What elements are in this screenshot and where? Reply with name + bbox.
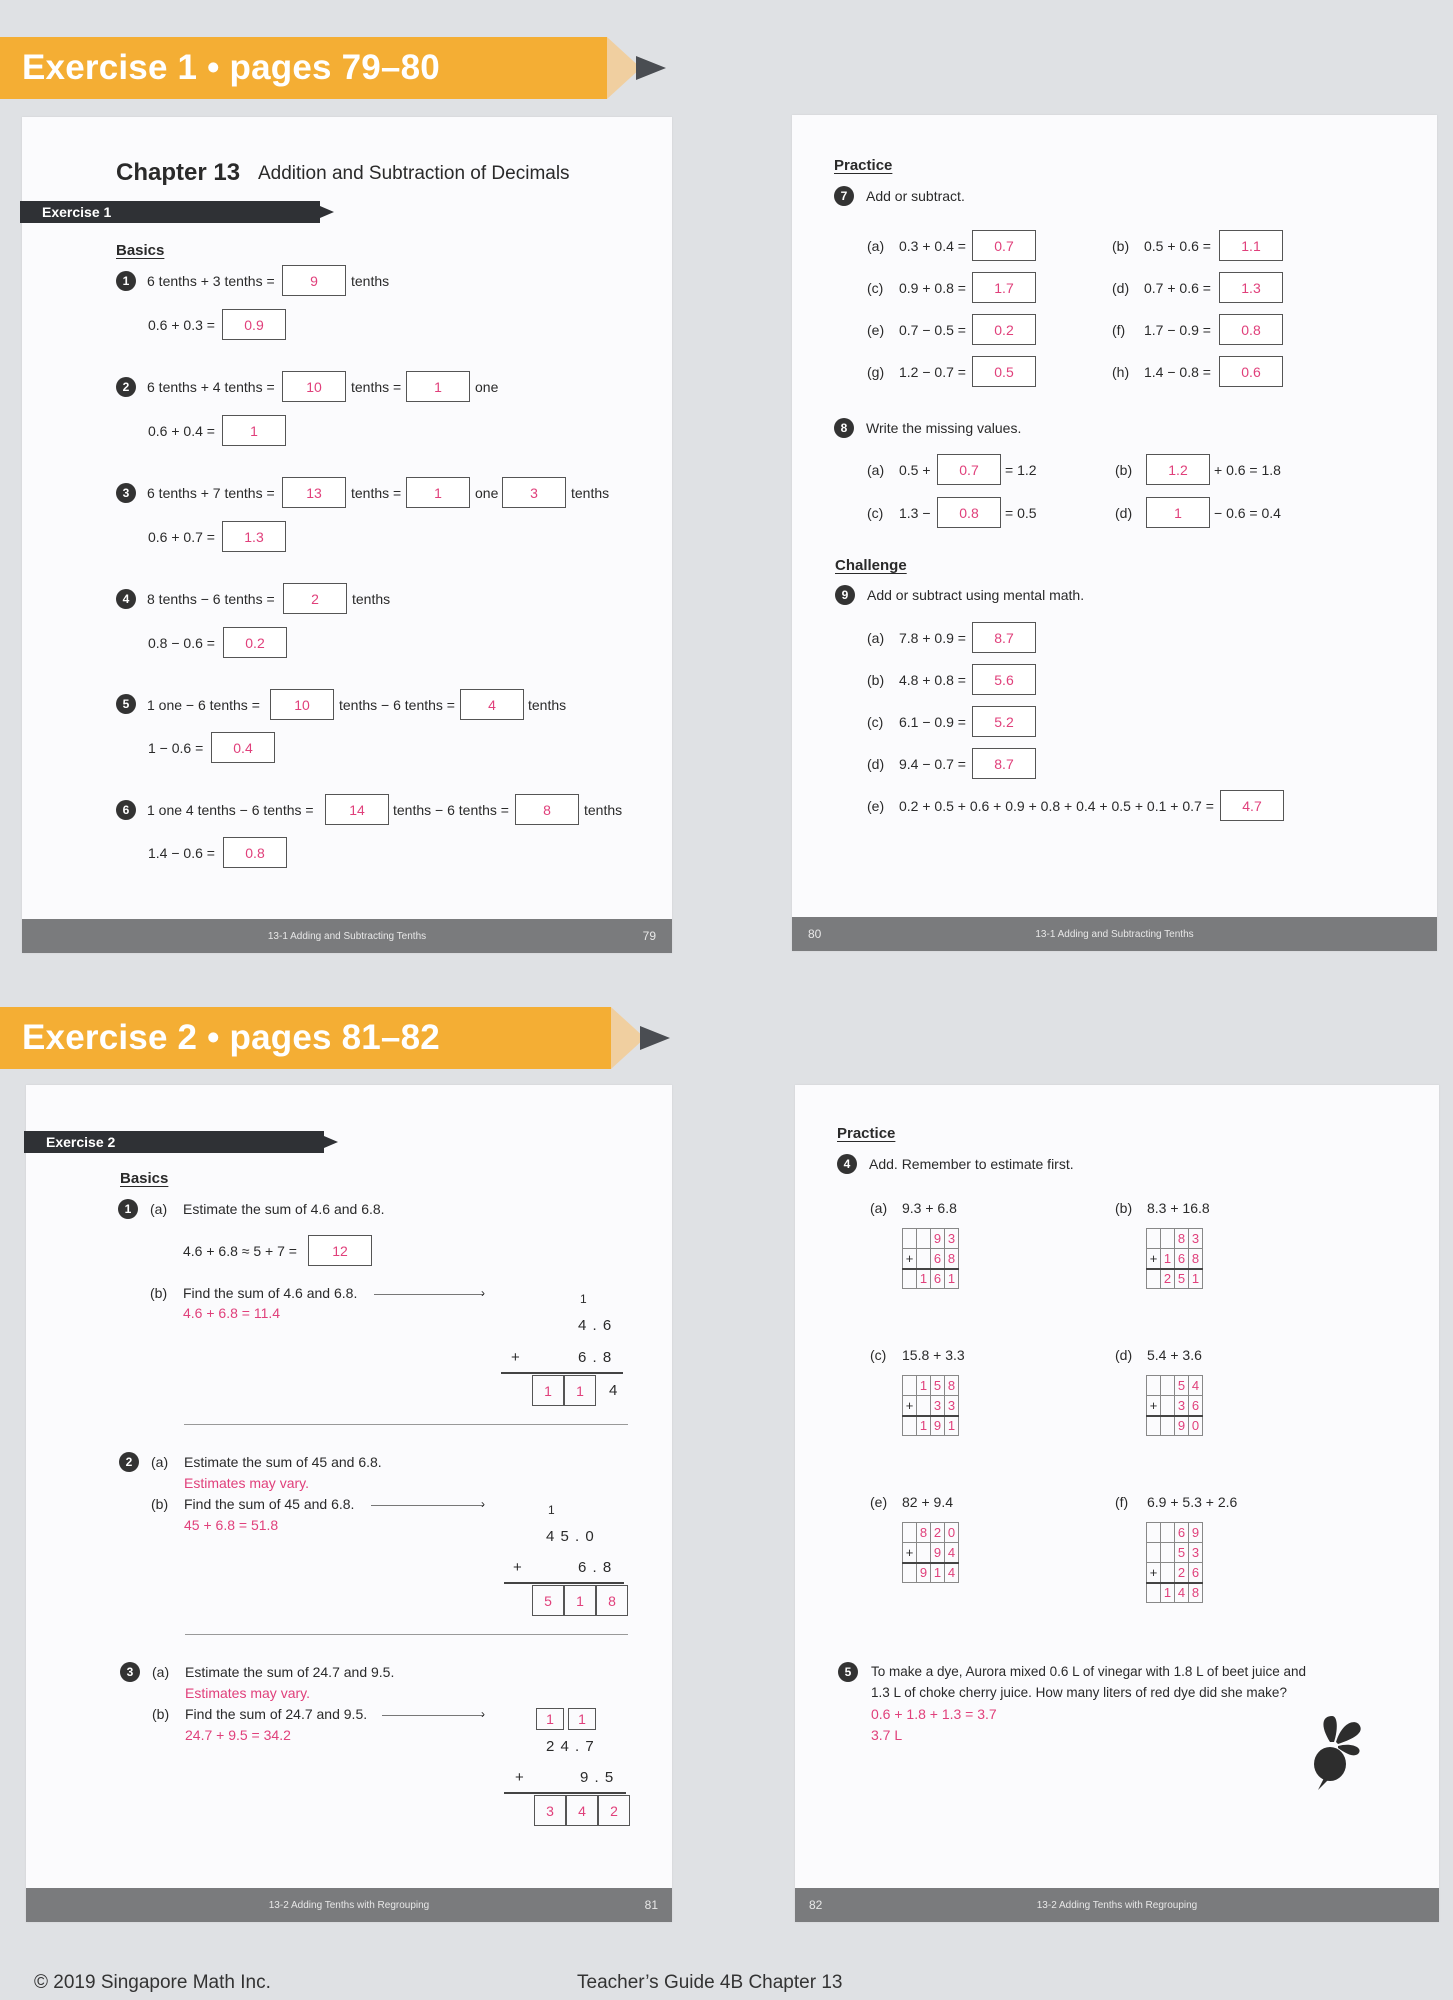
q2a-label: (a) [151,1454,169,1470]
q9-item-answer: 8.7 [972,748,1036,779]
grid-cell: 8 [1175,1229,1189,1249]
q1-decimal-answer: 0.9 [222,309,286,340]
q1b-text: Find the sum of 4.6 and 6.8. [183,1285,358,1301]
q7-item-answer: 0.5 [972,356,1036,387]
q1-top-number: 4 . 6 [578,1317,613,1334]
page-number: 79 [642,929,656,943]
grid-cell: 9 [931,1416,945,1436]
q2b-text: Find the sum of 45 and 6.8. [184,1496,355,1512]
q7-item-label: (d) [1112,280,1130,296]
question-number: 7 [834,186,854,206]
q7-item-answer: 1.7 [972,272,1036,303]
q8d-answer: 1 [1146,497,1210,528]
q7-item-expression: 1.4 − 0.8 = [1144,364,1211,380]
question-number: 2 [116,377,136,397]
q3-decimal-expression: 0.6 + 0.7 = [148,529,215,545]
q7-item-label: (e) [867,322,885,338]
q3-expression: 6 tenths + 7 tenths = [147,485,275,501]
q6-answer-result: 8 [515,794,579,825]
q9-item-expression: 4.8 + 0.8 = [899,672,966,688]
grid-cell: + [903,1249,917,1269]
grid-cell: 1 [945,1269,959,1289]
page-footer [795,1888,1439,1922]
grid-cell [1147,1583,1161,1603]
q3-carry: 1 [536,1708,564,1730]
q3-answer-one: 1 [406,477,470,508]
grid-cell [1147,1376,1161,1396]
grid-cell: 1 [917,1416,931,1436]
q8a-pre: 0.5 + [899,462,931,478]
grid-cell [903,1563,917,1583]
grid-cell: 0 [945,1523,959,1543]
grid-cell: 1 [1161,1583,1175,1603]
grid-cell: 6 [1189,1563,1203,1583]
column-addition-grid [1146,1228,1203,1289]
q1-carry: 1 [580,1292,587,1306]
q2-unit: one [475,379,499,395]
q1-result-digit: 1 [532,1375,564,1406]
grid-cell: + [903,1396,917,1416]
arrow-line [371,1505,484,1506]
page-79 [22,117,672,953]
q8b-post: + 0.6 = 1.8 [1214,462,1281,478]
q5-answer-final: 3.7 L [871,1727,903,1743]
question-number: 1 [116,271,136,291]
q3-answer-tenths-2: 3 [502,477,566,508]
footer-lesson: 13-1 Adding and Subtracting Tenths [267,930,427,942]
q6-expression: 1 one 4 tenths − 6 tenths = [147,802,314,818]
exercise-1-banner [0,37,641,99]
footer-lesson: 13-2 Adding Tenths with Regrouping [268,1899,430,1911]
q4-item-expression: 6.9 + 5.3 + 2.6 [1147,1494,1238,1510]
q3-carry: 1 [568,1708,596,1730]
question-number: 2 [119,1452,139,1472]
q1-sum-line [501,1372,623,1374]
q8d-label: (d) [1115,505,1133,521]
grid-cell: 9 [917,1563,931,1583]
q7-item-answer: 1.1 [1219,230,1283,261]
q3-answer-tenths: 13 [282,477,346,508]
grid-cell: 1 [1161,1249,1175,1269]
q7-item-expression: 0.9 + 0.8 = [899,280,966,296]
q7-item-label: (f) [1112,322,1126,338]
grid-cell [1147,1416,1161,1436]
q1-result-digit: 4 [609,1382,618,1399]
q2b-answer: 45 + 6.8 = 51.8 [184,1517,279,1533]
q5-text-line-2: 1.3 L of choke cherry juice. How many liters of red dye did she make? [871,1685,1287,1700]
q4-item-label: (a) [870,1200,888,1216]
chapter-number: Chapter 13 [116,159,241,186]
q4-item-expression: 8.3 + 16.8 [1147,1200,1210,1216]
q5-decimal-answer: 0.4 [211,732,275,763]
q4-decimal-expression: 0.8 − 0.6 = [148,635,215,651]
q1-result-digit: 1 [564,1375,596,1406]
grid-cell: 2 [1161,1269,1175,1289]
section-basics: Basics [116,242,165,259]
page-82 [795,1085,1439,1922]
q8a-label: (a) [867,462,885,478]
q1-answer: 9 [282,265,346,296]
q2-result-digit: 5 [532,1585,564,1616]
q3-top-number: 2 4 . 7 [546,1738,595,1755]
question-number: 5 [838,1662,858,1682]
grid-cell: 3 [1175,1396,1189,1416]
q3-decimal-answer: 1.3 [222,521,286,552]
grid-cell: 3 [931,1396,945,1416]
q4-item-label: (e) [870,1494,888,1510]
question-number: 8 [834,418,854,438]
q2-expression: 6 tenths + 4 tenths = [147,379,275,395]
q2b-label: (b) [151,1496,169,1512]
grid-cell: 9 [1175,1416,1189,1436]
q2-answer-tenths: 10 [282,371,346,402]
grid-cell [1161,1229,1175,1249]
section-practice: Practice [834,157,893,174]
question-number: 6 [116,800,136,820]
grid-cell [1147,1229,1161,1249]
q2-decimal-expression: 0.6 + 0.4 = [148,423,215,439]
grid-cell: 3 [1189,1229,1203,1249]
arrow-icon: › [481,1286,485,1300]
page-footer [22,919,672,953]
q4-answer: 2 [283,583,347,614]
q4-expression: 8 tenths − 6 tenths = [147,591,275,607]
q5-mid-text: tenths − 6 tenths = [339,697,455,713]
q5-expression: 1 one − 6 tenths = [147,697,260,713]
pencil-tip-icon [640,1026,670,1050]
footer-lesson: 13-2 Adding Tenths with Regrouping [1036,1899,1198,1911]
q5-unit: tenths [528,697,567,713]
q9-item-answer: 5.2 [972,706,1036,737]
q2-answer-one: 1 [406,371,470,402]
q4-decimal-answer: 0.2 [223,627,287,658]
q4-unit: tenths [352,591,391,607]
grid-cell [1161,1523,1175,1543]
grid-cell: 6 [1175,1523,1189,1543]
q2-plus: + [513,1559,522,1576]
grid-cell: 8 [945,1376,959,1396]
q2-mid-number: 6 . 8 [578,1559,613,1576]
q3b-label: (b) [152,1706,170,1722]
question-number: 4 [837,1154,857,1174]
grid-cell: 1 [917,1269,931,1289]
grid-cell: 4 [945,1543,959,1563]
q7-item-expression: 0.3 + 0.4 = [899,238,966,254]
q7-item-label: (a) [867,238,885,254]
exercise-tag: Exercise 2 [24,1131,324,1153]
q3-result-digit: 4 [566,1795,598,1826]
divider [185,1634,628,1635]
section-basics: Basics [120,1170,169,1187]
chapter-title: Addition and Subtraction of Decimals [258,163,570,184]
q1-decimal-expression: 0.6 + 0.3 = [148,317,215,333]
page-number: 81 [644,1898,658,1912]
q5-answer-result: 4 [460,689,524,720]
q7-item-expression: 1.2 − 0.7 = [899,364,966,380]
page-80 [792,115,1437,951]
grid-cell [903,1523,917,1543]
grid-cell: 4 [945,1563,959,1583]
grid-cell: 6 [1189,1396,1203,1416]
grid-cell: 5 [1175,1543,1189,1563]
grid-cell: 9 [931,1543,945,1563]
question-number: 4 [116,589,136,609]
grid-cell: 4 [1189,1376,1203,1396]
q7-item-answer: 0.7 [972,230,1036,261]
exercise-1-banner-title: Exercise 1 • pages 79–80 [0,37,607,99]
q7-item-label: (g) [867,364,885,380]
page-81 [26,1085,672,1922]
grid-cell [1161,1396,1175,1416]
q7-item-label: (h) [1112,364,1130,380]
grid-cell: 2 [931,1523,945,1543]
q9-item-expression: 7.8 + 0.9 = [899,630,966,646]
q8a-post: = 1.2 [1005,462,1037,478]
q1-mid-number: 6 . 8 [578,1349,613,1366]
question-number: 3 [120,1662,140,1682]
q8b-answer: 1.2 [1146,454,1210,485]
grid-cell: + [1147,1563,1161,1583]
grid-cell [1147,1269,1161,1289]
q4-item-expression: 82 + 9.4 [902,1494,953,1510]
grid-cell [917,1229,931,1249]
page-footer [792,917,1437,951]
q7-item-answer: 0.6 [1219,356,1283,387]
q3-mid-text: tenths = [351,485,402,501]
q1-plus: + [511,1349,520,1366]
page-footer [26,1888,672,1922]
q4-item-label: (f) [1115,1494,1129,1510]
q4-item-label: (b) [1115,1200,1133,1216]
q2a-text: Estimate the sum of 45 and 6.8. [184,1454,382,1470]
q3-unit: tenths [571,485,610,501]
copyright: © 2019 Singapore Math Inc. [34,1972,271,1993]
q3-plus: + [515,1769,524,1786]
q8-prompt: Write the missing values. [866,420,1022,436]
q3b-text: Find the sum of 24.7 and 9.5. [185,1706,368,1722]
grid-cell: 2 [1175,1563,1189,1583]
q6-mid-text: tenths − 6 tenths = [393,802,509,818]
section-challenge: Challenge [835,557,907,574]
grid-cell: 1 [945,1416,959,1436]
q6-decimal-expression: 1.4 − 0.6 = [148,845,215,861]
grid-cell [903,1416,917,1436]
q8c-post: = 0.5 [1005,505,1037,521]
grid-cell: 1 [931,1563,945,1583]
q1a-label: (a) [150,1201,168,1217]
grid-cell [1161,1563,1175,1583]
q1-estimate-answer: 12 [308,1235,372,1266]
q4-prompt: Add. Remember to estimate first. [869,1156,1074,1172]
page-number: 80 [808,927,822,941]
grid-cell: 8 [917,1523,931,1543]
grid-cell [1161,1416,1175,1436]
q3-result-digit: 3 [534,1795,566,1826]
q7-item-answer: 1.3 [1219,272,1283,303]
q9-item-expression: 0.2 + 0.5 + 0.6 + 0.9 + 0.8 + 0.4 + 0.5 + 0.1 + 0.7 = [899,798,1214,814]
column-addition-grid [1146,1522,1203,1603]
q2-sum-line [504,1582,624,1584]
q8c-pre: 1.3 − [899,505,931,521]
beet-illustration [1308,1712,1370,1792]
q3-estimate-note: Estimates may vary. [185,1685,310,1701]
grid-cell: 6 [1175,1249,1189,1269]
pencil-tip-icon [636,56,666,80]
q7-item-expression: 0.5 + 0.6 = [1144,238,1211,254]
exercise-2-banner-title: Exercise 2 • pages 81–82 [0,1007,611,1069]
grid-cell [917,1396,931,1416]
grid-cell: 0 [1189,1416,1203,1436]
q3a-text: Estimate the sum of 24.7 and 9.5. [185,1664,395,1680]
q3-mid-number: 9 . 5 [580,1769,615,1786]
grid-cell: 5 [1175,1376,1189,1396]
section-practice: Practice [837,1125,896,1142]
q9-item-label: (a) [867,630,885,646]
grid-cell [903,1229,917,1249]
q5-decimal-expression: 1 − 0.6 = [148,740,204,756]
grid-cell: 8 [945,1249,959,1269]
grid-cell: 3 [945,1229,959,1249]
q3-result-digit: 2 [598,1795,630,1826]
page-number: 82 [809,1898,823,1912]
question-number: 3 [116,483,136,503]
column-addition-grid [1146,1375,1203,1436]
arrow-icon: › [481,1707,485,1721]
grid-cell: 8 [1189,1249,1203,1269]
grid-cell [903,1269,917,1289]
column-addition-grid [902,1522,959,1583]
grid-cell: 8 [1189,1583,1203,1603]
q4-item-expression: 15.8 + 3.3 [902,1347,965,1363]
q5-answer-tenths: 10 [270,689,334,720]
q9-prompt: Add or subtract using mental math. [867,587,1085,603]
q3b-answer: 24.7 + 9.5 = 34.2 [185,1727,291,1743]
q1b-answer: 4.6 + 6.8 = 11.4 [183,1305,281,1321]
q9-item-label: (b) [867,672,885,688]
grid-cell: + [1147,1396,1161,1416]
q2-result-digit: 8 [596,1585,628,1616]
q9-item-label: (e) [867,798,885,814]
guide-title: Teacher’s Guide 4B Chapter 13 [577,1972,843,1993]
q8c-answer: 0.8 [937,497,1001,528]
q9-item-label: (d) [867,756,885,772]
q7-item-expression: 0.7 + 0.6 = [1144,280,1211,296]
q1-expression: 6 tenths + 3 tenths = [147,273,275,289]
divider [184,1424,628,1425]
q3-sum-line [504,1792,626,1794]
grid-cell: 6 [931,1269,945,1289]
q1-unit: tenths [351,273,390,289]
grid-cell: 5 [931,1376,945,1396]
grid-cell: 4 [1175,1583,1189,1603]
question-number: 9 [835,585,855,605]
grid-cell: 9 [1189,1523,1203,1543]
q7-item-label: (b) [1112,238,1130,254]
q7-item-expression: 1.7 − 0.9 = [1144,322,1211,338]
q2-result-digit: 1 [564,1585,596,1616]
q7-prompt: Add or subtract. [866,188,965,204]
grid-cell: 1 [1189,1269,1203,1289]
grid-cell [1147,1543,1161,1563]
grid-cell [1147,1523,1161,1543]
q7-item-expression: 0.7 − 0.5 = [899,322,966,338]
q6-unit: tenths [584,802,623,818]
footer-lesson: 13-1 Adding and Subtracting Tenths [1035,928,1194,940]
grid-cell: 3 [1189,1543,1203,1563]
grid-cell: 9 [931,1229,945,1249]
q3-mid-text-2: one [475,485,499,501]
question-number: 5 [116,694,136,714]
q2-decimal-answer: 1 [222,415,286,446]
grid-cell: 5 [1175,1269,1189,1289]
q9-item-answer: 4.7 [1220,790,1284,821]
q8c-label: (c) [867,505,884,521]
q4-item-label: (c) [870,1347,887,1363]
arrow-line [374,1294,484,1295]
q1a-text: Estimate the sum of 4.6 and 6.8. [183,1201,385,1217]
q4-item-label: (d) [1115,1347,1133,1363]
q1b-label: (b) [150,1285,168,1301]
grid-cell: + [1147,1249,1161,1269]
q2-carry: 1 [548,1503,555,1517]
q9-item-label: (c) [867,714,884,730]
grid-cell: + [903,1543,917,1563]
question-number: 1 [118,1199,138,1219]
q7-item-answer: 0.8 [1219,314,1283,345]
q2-estimate-note: Estimates may vary. [184,1475,309,1491]
exercise-2-banner [0,1007,645,1069]
column-addition-grid [902,1228,959,1289]
q2-mid-text: tenths = [351,379,402,395]
grid-cell [917,1543,931,1563]
arrow-line [382,1715,484,1716]
grid-cell [903,1376,917,1396]
arrow-icon: › [481,1497,485,1511]
grid-cell: 1 [917,1376,931,1396]
q8d-post: − 0.6 = 0.4 [1214,505,1281,521]
grid-cell [1161,1543,1175,1563]
grid-cell: 3 [945,1396,959,1416]
q6-decimal-answer: 0.8 [223,837,287,868]
grid-cell [917,1249,931,1269]
q8b-label: (b) [1115,462,1133,478]
q7-item-label: (c) [867,280,884,296]
q7-item-answer: 0.2 [972,314,1036,345]
column-addition-grid [902,1375,959,1436]
exercise-tag: Exercise 1 [20,201,320,223]
q9-item-expression: 6.1 − 0.9 = [899,714,966,730]
grid-cell [1161,1376,1175,1396]
q6-answer-tenths: 14 [325,794,389,825]
q4-item-expression: 9.3 + 6.8 [902,1200,957,1216]
q5-answer-expression: 0.6 + 1.8 + 1.3 = 3.7 [871,1706,997,1722]
grid-cell: 6 [931,1249,945,1269]
q1-estimate: 4.6 + 6.8 ≈ 5 + 7 = [183,1243,297,1259]
q9-item-expression: 9.4 − 0.7 = [899,756,966,772]
q3a-label: (a) [152,1664,170,1680]
q5-text-line-1: To make a dye, Aurora mixed 0.6 L of vinegar with 1.8 L of beet juice and [871,1664,1307,1679]
q8a-answer: 0.7 [937,454,1001,485]
q4-item-expression: 5.4 + 3.6 [1147,1347,1202,1363]
q9-item-answer: 5.6 [972,664,1036,695]
q9-item-answer: 8.7 [972,622,1036,653]
q2-top-number: 4 5 . 0 [546,1528,595,1545]
